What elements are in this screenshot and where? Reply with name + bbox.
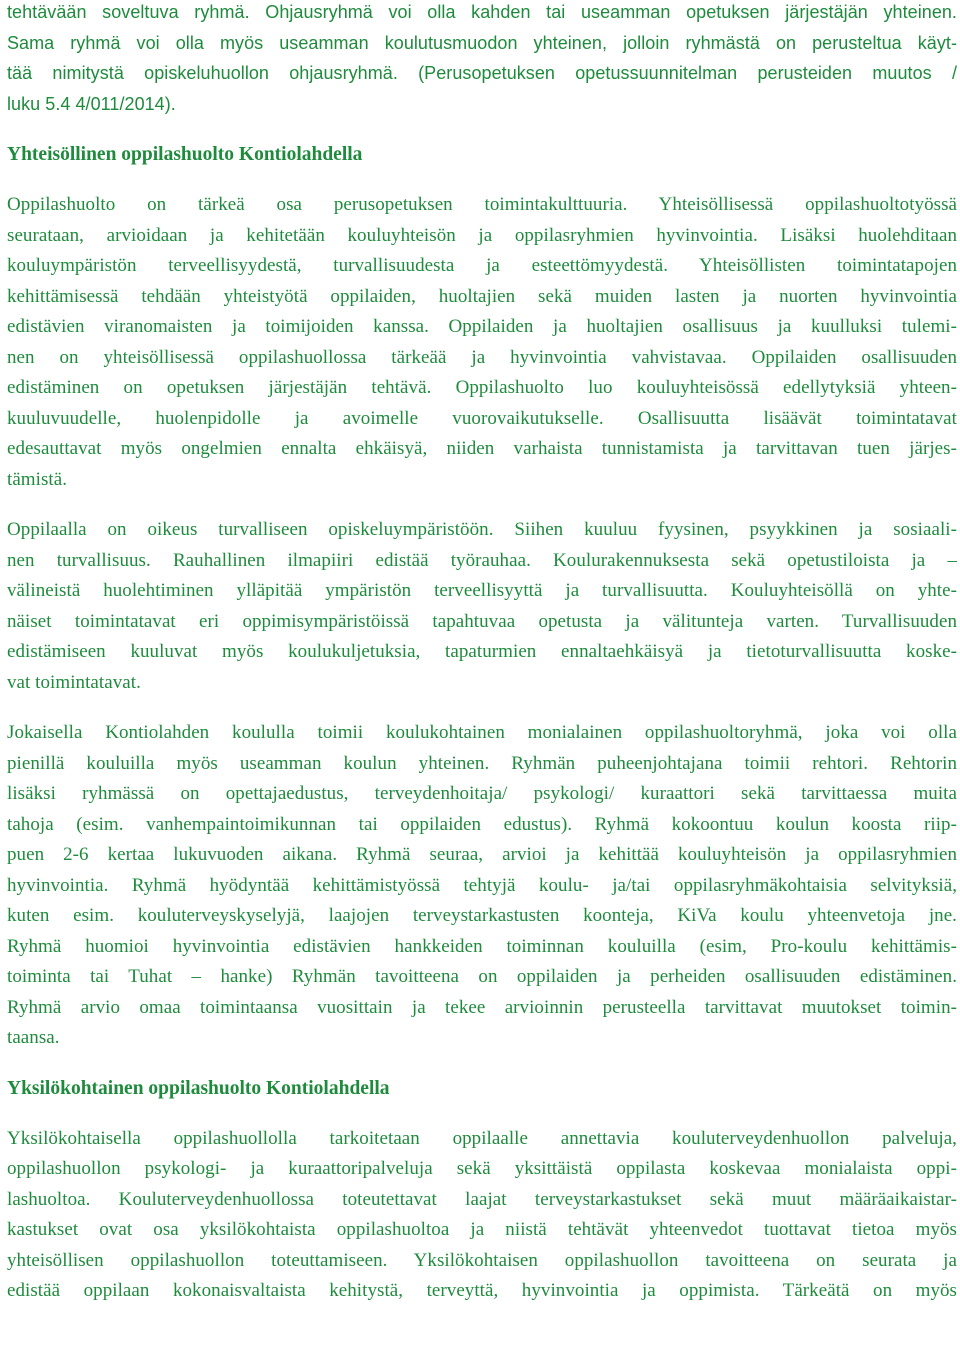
text-line: välineistä huolehtiminen ylläpitää ympäristön terveellisyyttä ja turvallisuutta. Kouluyhteisöllä on yhte- — [7, 580, 957, 601]
text-line: edistäminen on opetuksen järjestäjän tehtävä. Oppilashuolto luo kouluyhteisössä edellytyksiä yhteen- — [7, 377, 957, 398]
text-line: nen on yhteisöllisessä oppilashuollossa tärkeää ja hyvinvointia vahvistavaa. Oppilaiden osallisuuden — [7, 346, 957, 368]
text-line: Ryhmä huomioi hyvinvointia edistävien hankkeiden toiminnan kouluilla (esim, Pro-koulu kehittämis- — [7, 935, 957, 957]
text-line: lisäksi ryhmässä on opettajaedustus, terveydenhoitaja/ psykologi/ kuraattori sekä tarvittaessa muita — [7, 783, 957, 804]
text-line: kastukset ovat osa yksilökohtaista oppilashuoltoa ja niistä tehtävät yhteenvedot tuottavat tietoa myös — [7, 1219, 957, 1240]
text-line: pienillä kouluilla myös useamman koulun yhteinen. Ryhmän puheenjohtajana toimii rehtori. Rehtorin — [7, 752, 957, 774]
text-line: Jokaisella Kontiolahden koululla toimii koulukohtainen monialainen oppilashuoltoryhmä, joka voi olla — [7, 722, 957, 743]
text-line: taansa. — [7, 1027, 60, 1048]
paragraph-yksilokohtainen — [7, 1124, 957, 1307]
text-line: tämistä. — [7, 468, 68, 490]
text-line: edistää oppilaan kokonaisvaltaista kehitystä, terveyttä, hyvinvointia ja oppimista. Tärkeätä on myös — [7, 1280, 957, 1301]
text-line: toiminta tai Tuhat – hanke) Ryhmän tavoitteena on oppilaiden ja perheiden osallisuuden edistäminen. — [7, 966, 957, 987]
text-line: Oppilashuolto on tärkeä osa perusopetuksen toimintakulttuuria. Yhteisöllisessä oppilashuoltotyössä — [7, 194, 957, 215]
paragraph-oppilashuolto — [7, 190, 957, 495]
text-line: vat toimintatavat. — [7, 671, 141, 693]
text-line: näiset toimintatavat eri oppimisympäristöissä tapahtuvaa opetusta ja välitunteja varten. Turvallisuuden — [7, 610, 957, 632]
text-line: kuten esim. kouluterveyskyselyjä, laajojen terveystarkastusten koonteja, KiVa koulu yhteenvetoja jne. — [7, 905, 957, 926]
text-line: edesauttavat myös ongelmien ennalta ehkäisyä, niiden varhaista tunnistamista ja tarvittavan tuen järjes- — [7, 438, 957, 459]
section-heading-yksilokohtainen: Yksilökohtainen oppilashuolto Kontiolahdella — [7, 1077, 390, 1099]
text-line: tahoja (esim. vanhempaintoimikunnan tai oppilaiden edustus). Ryhmä kokoontuu koulun koosta riip- — [7, 813, 957, 835]
text-line: Sama ryhmä voi olla myös useamman koulutusmuodon yhteinen, jolloin ryhmästä on perusteltua käyt- — [7, 32, 957, 53]
text-line: kouluympäristön terveellisyydestä, turvallisuudesta ja esteettömyydestä. Yhteisöllisten toimintatapojen — [7, 255, 957, 276]
text-line: Yksilökohtaisella oppilashuollolla tarkoitetaan oppilaalle annettavia kouluterveydenhuollon palveluja, — [7, 1127, 957, 1149]
paragraph-turvallisuus — [7, 515, 957, 698]
text-line: Oppilaalla on oikeus turvalliseen opiskeluympäristöön. Siihen kuuluu fyysinen, psyykkinen ja sosiaali- — [7, 519, 957, 540]
text-line: luku 5.4 4/011/2014). — [7, 93, 176, 114]
paragraph-oppilashuoltoryhma — [7, 718, 957, 1054]
text-line: seurataan, arvioidaan ja kehitetään kouluyhteisön ja oppilasryhmien hyvinvointia. Lisäksi huolehditaan — [7, 224, 957, 246]
section-heading-yhteisollinen: Yhteisöllinen oppilashuolto Kontiolahdella — [7, 144, 363, 165]
text-line: tehtävään soveltuva ryhmä. Ohjausryhmä voi olla kahden tai useamman opetuksen järjestäjän yhteinen. — [7, 2, 957, 22]
text-line: edistämiseen kuuluvat myös koulukuljetuksia, tapaturmien ennaltaehkäisyä ja tietoturvallisuutta koske- — [7, 641, 957, 662]
text-line: Ryhmä arvio omaa toimintaansa vuosittain ja tekee arvioinnin perusteella tarvittavat muutokset toimin- — [7, 996, 957, 1018]
document-page — [7, 0, 957, 1307]
text-line: puen 2-6 kertaa lukuvuoden aikana. Ryhmä seuraa, arvioi ja kehittää kouluyhteisön ja oppilasryhmien — [7, 844, 957, 865]
text-line: kehittämisessä tehdään yhteistyötä oppilaiden, huoltajien sekä muiden lasten ja nuorten hyvinvointia — [7, 285, 957, 307]
text-line: kuuluvuudelle, huolenpidolle ja avoimelle vuorovaikutukselle. Osallisuutta lisäävät toimintatavat — [7, 407, 957, 429]
text-line: oppilashuollon psykologi- ja kuraattoripalveluja sekä yksittäistä oppilasta koskevaa monialaista oppi- — [7, 1158, 957, 1179]
text-line: nen turvallisuus. Rauhallinen ilmapiiri edistää työrauhaa. Koulurakennuksesta sekä opetustiloista ja – — [7, 549, 957, 571]
text-line: edistävien viranomaisten ja toimijoiden kanssa. Oppilaiden ja huoltajien osallisuus ja kuulluksi tulemi- — [7, 316, 957, 337]
text-line: hyvinvointia. Ryhmä hyödyntää kehittämistyössä tehtyjä koulu- ja/tai oppilasryhmäkohtaisia selvityksiä, — [7, 874, 957, 896]
text-line: tää nimitystä opiskeluhuollon ohjausryhmä. (Perusopetuksen opetussuunnitelman perusteiden muutos / — [7, 63, 957, 83]
intro-paragraph — [7, 0, 957, 119]
text-line: yhteisöllisen oppilashuollon toteuttamiseen. Yksilökohtaisen oppilashuollon tavoitteena on seurata ja — [7, 1249, 957, 1271]
text-line: lashuoltoa. Kouluterveydenhuollossa toteutettavat laajat terveystarkastukset sekä muut määräaikaistar- — [7, 1188, 957, 1210]
